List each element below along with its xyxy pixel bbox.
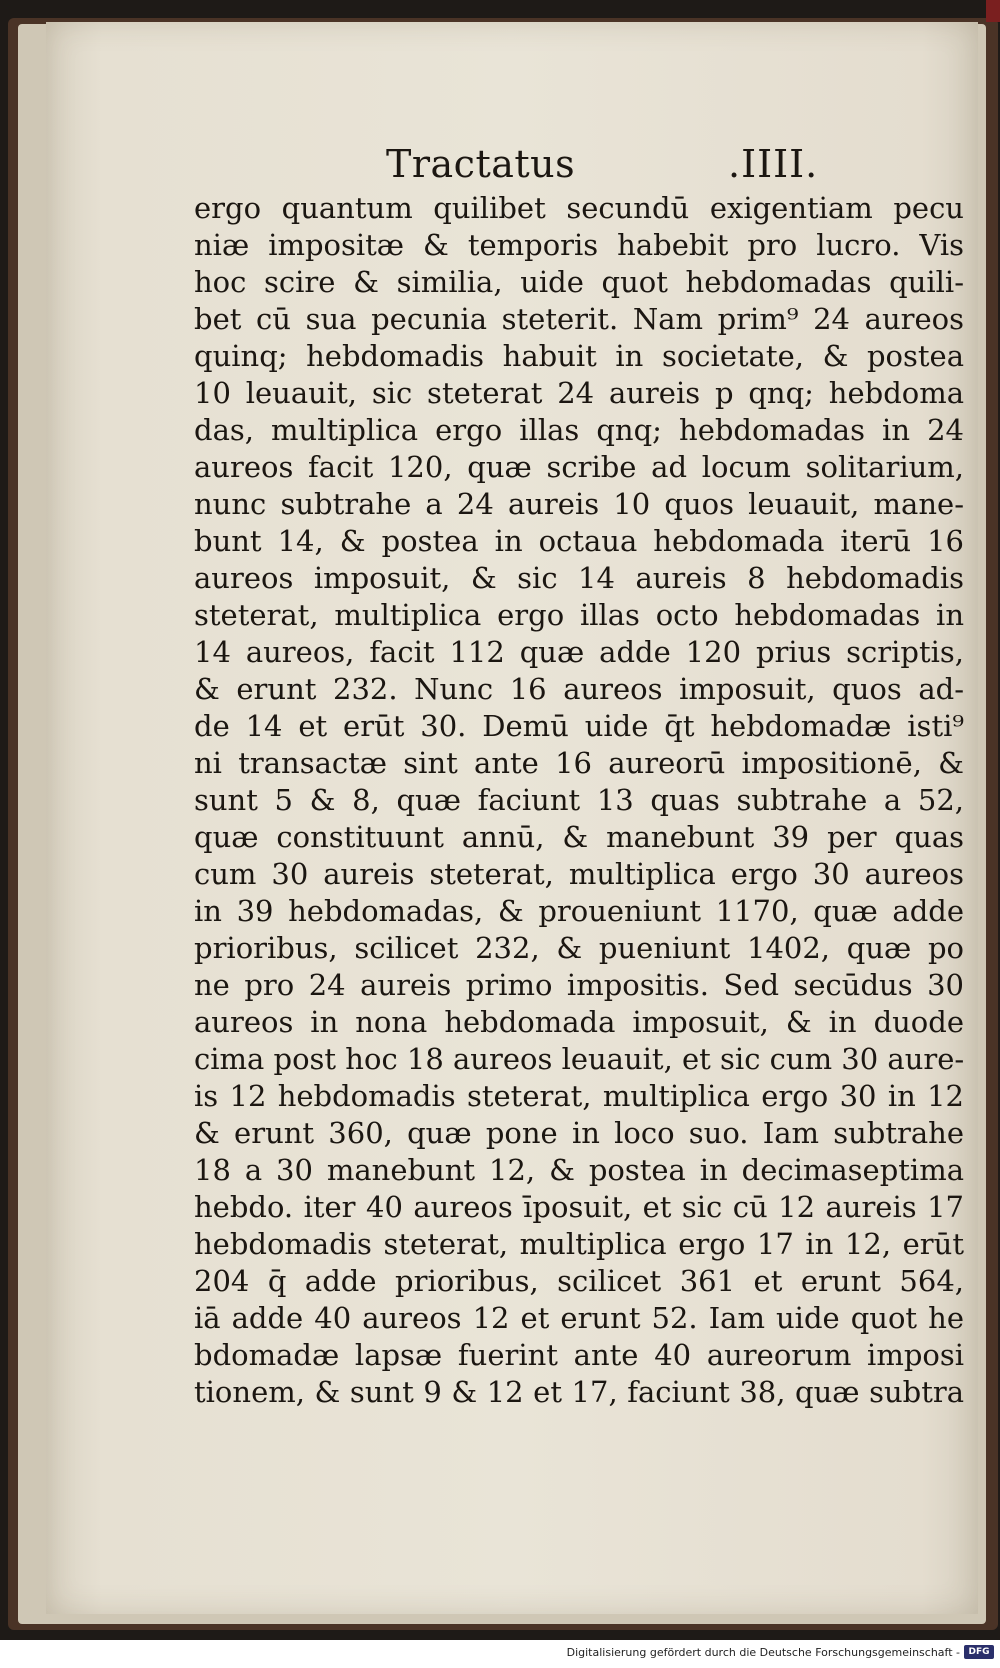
text-line: cum 30 aureis steterat, multiplica ergo 30 aureos	[194, 857, 964, 891]
text-line: hoc scire & similia, uide quot hebdomadas quili-	[194, 265, 964, 299]
funding-credit: Digitalisierung gefördert durch die Deutsche Forschungsgemeinschaft -	[566, 1646, 960, 1659]
text-line: bdomadæ lapsæ fuerint ante 40 aureorum imposi	[194, 1338, 964, 1372]
text-line: prioribus, scilicet 232, & pueniunt 1402, quæ po	[194, 931, 964, 965]
folio-number: .IIII.	[728, 142, 819, 186]
text-line: ni transactæ sint ante 16 aureorū impositionē, &	[194, 746, 964, 780]
text-line: iā adde 40 aureos 12 et erunt 52. Iam uide quot he	[194, 1301, 964, 1335]
text-line: sunt 5 & 8, quæ faciunt 13 quas subtrahe a 52,	[194, 783, 964, 817]
text-line: 10 leuauit, sic steterat 24 aureis p qnq; hebdoma	[194, 376, 964, 410]
text-line: nunc subtrahe a 24 aureis 10 quos leuauit, mane-	[194, 487, 964, 521]
text-line: hebdomadis steterat, multiplica ergo 17 in 12, erūt	[194, 1227, 964, 1261]
text-line: 18 a 30 manebunt 12, & postea in decimaseptima	[194, 1153, 964, 1187]
text-line: in 39 hebdomadas, & proueniunt 1170, quæ adde	[194, 894, 964, 928]
text-line: aureos facit 120, quæ scribe ad locum solitarium,	[194, 450, 964, 484]
text-line: quinq; hebdomadis habuit in societate, & postea	[194, 339, 964, 373]
dfg-logo-icon: DFG	[964, 1645, 994, 1659]
text-line: niæ impositæ & temporis habebit pro lucro. Vis	[194, 228, 964, 262]
text-line: ergo quantum quilibet secundū exigentiam pecu	[194, 191, 964, 225]
text-line: das, multiplica ergo illas qnq; hebdomadas in 24	[194, 413, 964, 447]
text-line: tionem, & sunt 9 & 12 et 17, faciunt 38, quæ subtra	[194, 1375, 964, 1409]
text-line: quæ constituunt annū, & manebunt 39 per quas	[194, 820, 964, 854]
text-line: steterat, multiplica ergo illas octo hebdomadas in	[194, 598, 964, 632]
text-line: & erunt 232. Nunc 16 aureos imposuit, quos ad-	[194, 672, 964, 706]
body-text	[194, 190, 964, 1411]
text-line: 204 q̄ adde prioribus, scilicet 361 et erunt 564,	[194, 1264, 964, 1298]
text-line: & erunt 360, quæ pone in loco suo. Iam subtrahe	[194, 1116, 964, 1150]
text-line: aureos in nona hebdomada imposuit, & in duode	[194, 1005, 964, 1039]
red-page-edge	[986, 0, 1000, 22]
text-line: cima post hoc 18 aureos leuauit, et sic cum 30 aure-	[194, 1042, 964, 1076]
running-head-title: Tractatus	[386, 142, 576, 186]
book-page	[46, 22, 978, 1614]
text-line: bet cū sua pecunia steterit. Nam prim⁹ 24 aureos	[194, 302, 964, 336]
text-line: de 14 et erūt 30. Demū uide q̄t hebdomadæ isti⁹	[194, 709, 964, 743]
digitization-footer	[0, 1640, 1000, 1668]
text-line: ne pro 24 aureis primo impositis. Sed secūdus 30	[194, 968, 964, 1002]
text-line: aureos imposuit, & sic 14 aureis 8 hebdomadis	[194, 561, 964, 595]
text-line: 14 aureos, facit 112 quæ adde 120 prius scriptis,	[194, 635, 964, 669]
text-line: hebdo. iter 40 aureos īposuit, et sic cū 12 aureis 17	[194, 1190, 964, 1224]
text-line: bunt 14, & postea in octaua hebdomada iterū 16	[194, 524, 964, 558]
running-head	[46, 142, 978, 192]
text-line: is 12 hebdomadis steterat, multiplica ergo 30 in 12	[194, 1079, 964, 1113]
